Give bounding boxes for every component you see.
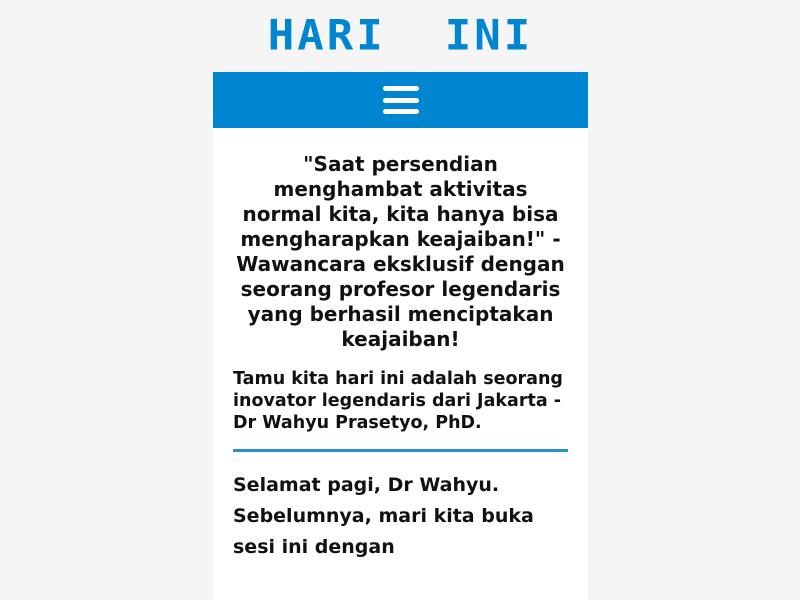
article-headline: "Saat persendian menghambat aktivitas normal kita, kita hanya bisa mengharapkan keajaiban!" - Wawancara eksklusif dengan seorang profesor legendaris yang berhasil menciptakan keajaiban! <box>236 152 565 351</box>
hamburger-line <box>383 98 419 103</box>
section-divider <box>233 449 568 452</box>
article-body-intro: Selamat pagi, Dr Wahyu. Sebelumnya, mari kita buka sesi ini dengan <box>233 474 534 558</box>
nav-bar <box>213 72 588 128</box>
hamburger-menu-icon[interactable] <box>383 86 419 114</box>
hamburger-line <box>383 109 419 114</box>
article-content <box>213 128 588 600</box>
hamburger-line <box>383 86 419 91</box>
site-logo[interactable] <box>213 0 588 72</box>
logo-text: HARI INI <box>267 11 534 60</box>
article-subheadline: Tamu kita hari ini adalah seorang inovator legendaris dari Jakarta - Dr Wahyu Prasetyo, PhD. <box>233 369 563 433</box>
